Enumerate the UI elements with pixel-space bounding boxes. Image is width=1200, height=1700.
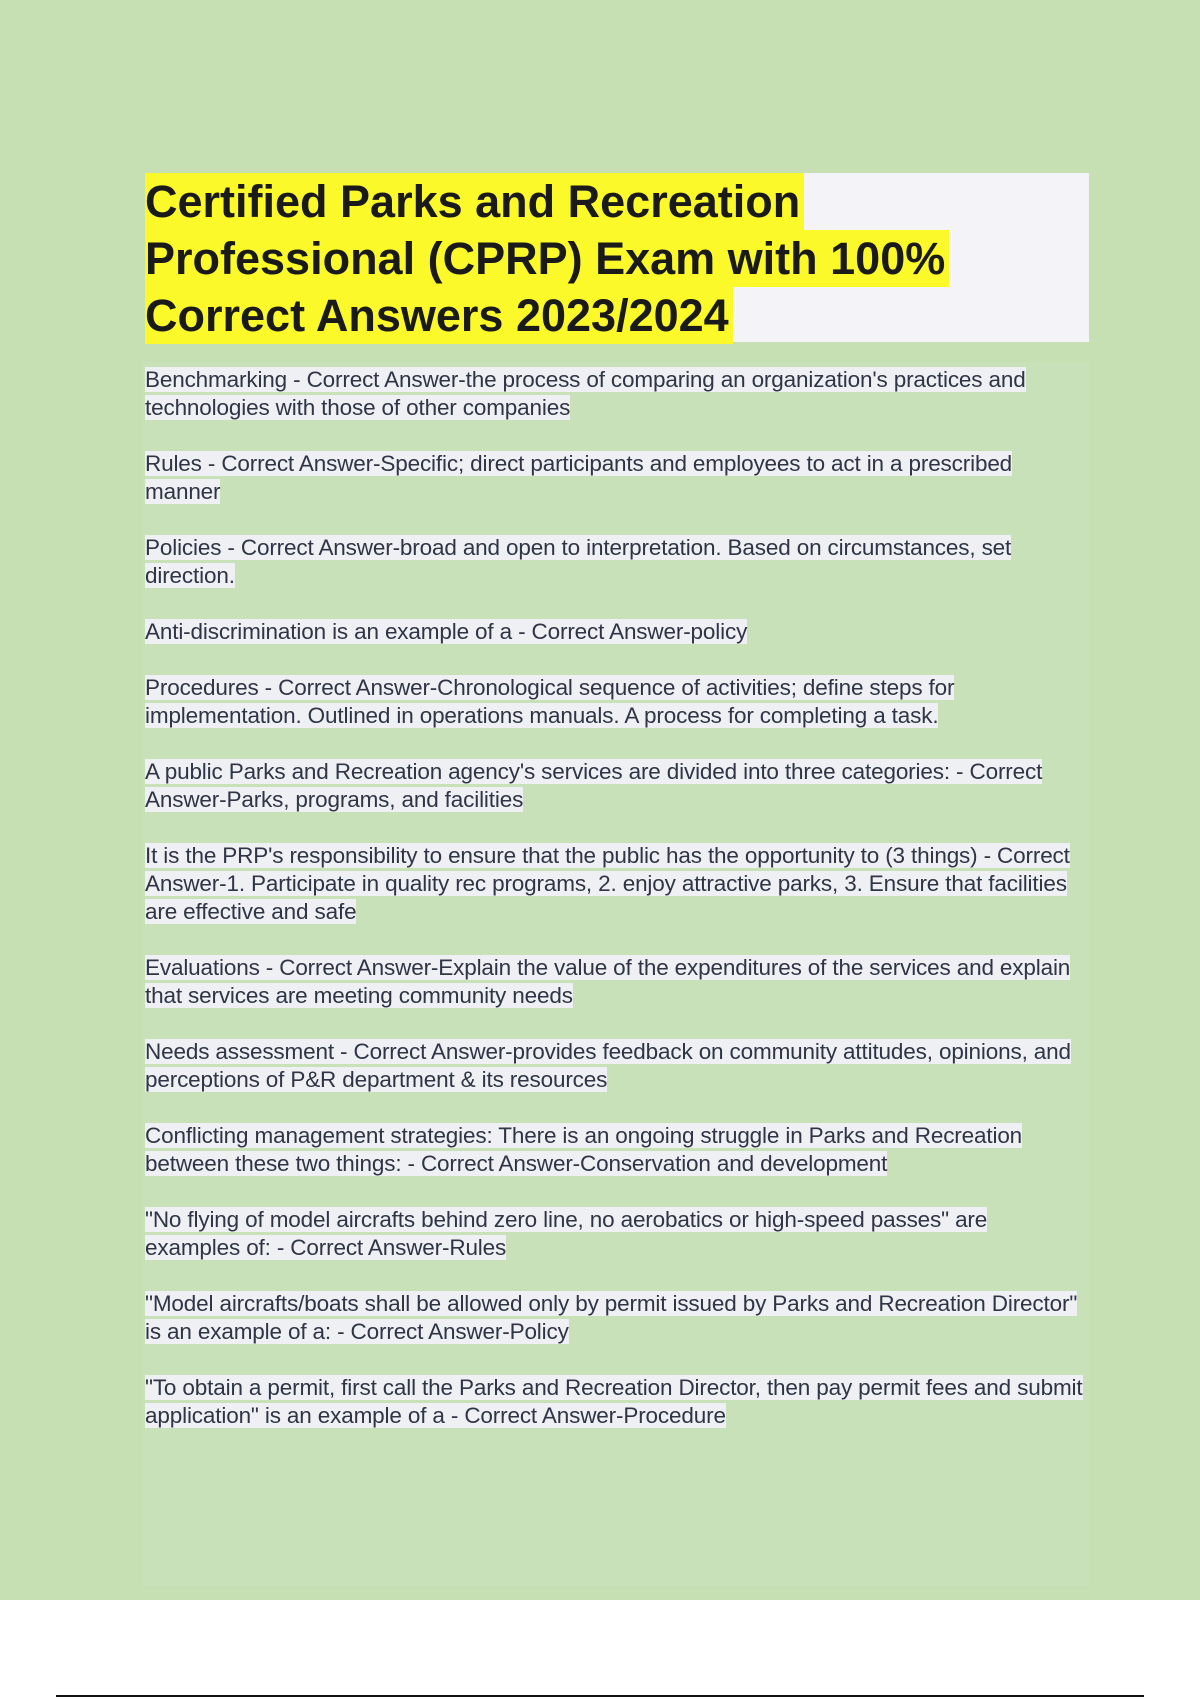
title-block — [145, 173, 1089, 342]
qa-text: "No flying of model aircrafts behind zero line, no aerobatics or high-speed passes" are examples of: - Correct Answer-Rules — [145, 1207, 988, 1260]
qa-text: Procedures - Correct Answer-Chronological sequence of activities; define steps for implementation. Outlined in operations manuals. A process for completing a task. — [145, 675, 955, 728]
qa-item — [145, 1038, 1085, 1094]
qa-item — [145, 366, 1085, 422]
title-line: Professional (CPRP) Exam with 100% — [145, 230, 949, 287]
qa-text: Evaluations - Correct Answer-Explain the value of the expenditures of the services and explain that services are meeting community needs — [145, 955, 1071, 1008]
qa-text: Anti-discrimination is an example of a - Correct Answer-policy — [145, 619, 748, 644]
qa-text: Conflicting management strategies: There is an ongoing struggle in Parks and Recreation between these two things: - Correct Answer-Conservation and development — [145, 1123, 1023, 1176]
qa-text: Needs assessment - Correct Answer-provides feedback on community attitudes, opinions, and perceptions of P&R department & its resources — [145, 1039, 1071, 1092]
qa-text: Rules - Correct Answer-Specific; direct participants and employees to act in a prescribed manner — [145, 451, 1013, 504]
qa-item — [145, 450, 1085, 506]
qa-item — [145, 618, 1085, 646]
qa-text: Policies - Correct Answer-broad and open to interpretation. Based on circumstances, set direction. — [145, 535, 1012, 588]
title-line: Certified Parks and Recreation — [145, 173, 804, 230]
qa-item — [145, 534, 1085, 590]
qa-item — [145, 1122, 1085, 1178]
qa-item — [145, 758, 1085, 814]
qa-list — [145, 366, 1085, 1458]
title-line: Correct Answers 2023/2024 — [145, 287, 733, 344]
footer-rule — [56, 1695, 1144, 1697]
qa-text: "Model aircrafts/boats shall be allowed only by permit issued by Parks and Recreation Director" is an example of a: - Correct Answer-Policy — [145, 1291, 1078, 1344]
qa-item — [145, 1206, 1085, 1262]
qa-item — [145, 842, 1085, 926]
qa-item — [145, 674, 1085, 730]
qa-text: It is the PRP's responsibility to ensure that the public has the opportunity to (3 things) - Correct Answer-1. Participate in quality rec programs, 2. enjoy attractive parks, 3. Ensure that facilities are effective and safe — [145, 843, 1070, 924]
document-title — [145, 173, 1089, 344]
qa-text: "To obtain a permit, first call the Parks and Recreation Director, then pay permit fees and submit application" is an example of a - Correct Answer-Procedure — [145, 1375, 1083, 1428]
qa-item — [145, 1290, 1085, 1346]
qa-item — [145, 954, 1085, 1010]
qa-item — [145, 1374, 1085, 1430]
qa-text: A public Parks and Recreation agency's services are divided into three categories: - Correct Answer-Parks, programs, and facilities — [145, 759, 1043, 812]
qa-text: Benchmarking - Correct Answer-the process of comparing an organization's practices and technologies with those of other companies — [145, 367, 1026, 420]
